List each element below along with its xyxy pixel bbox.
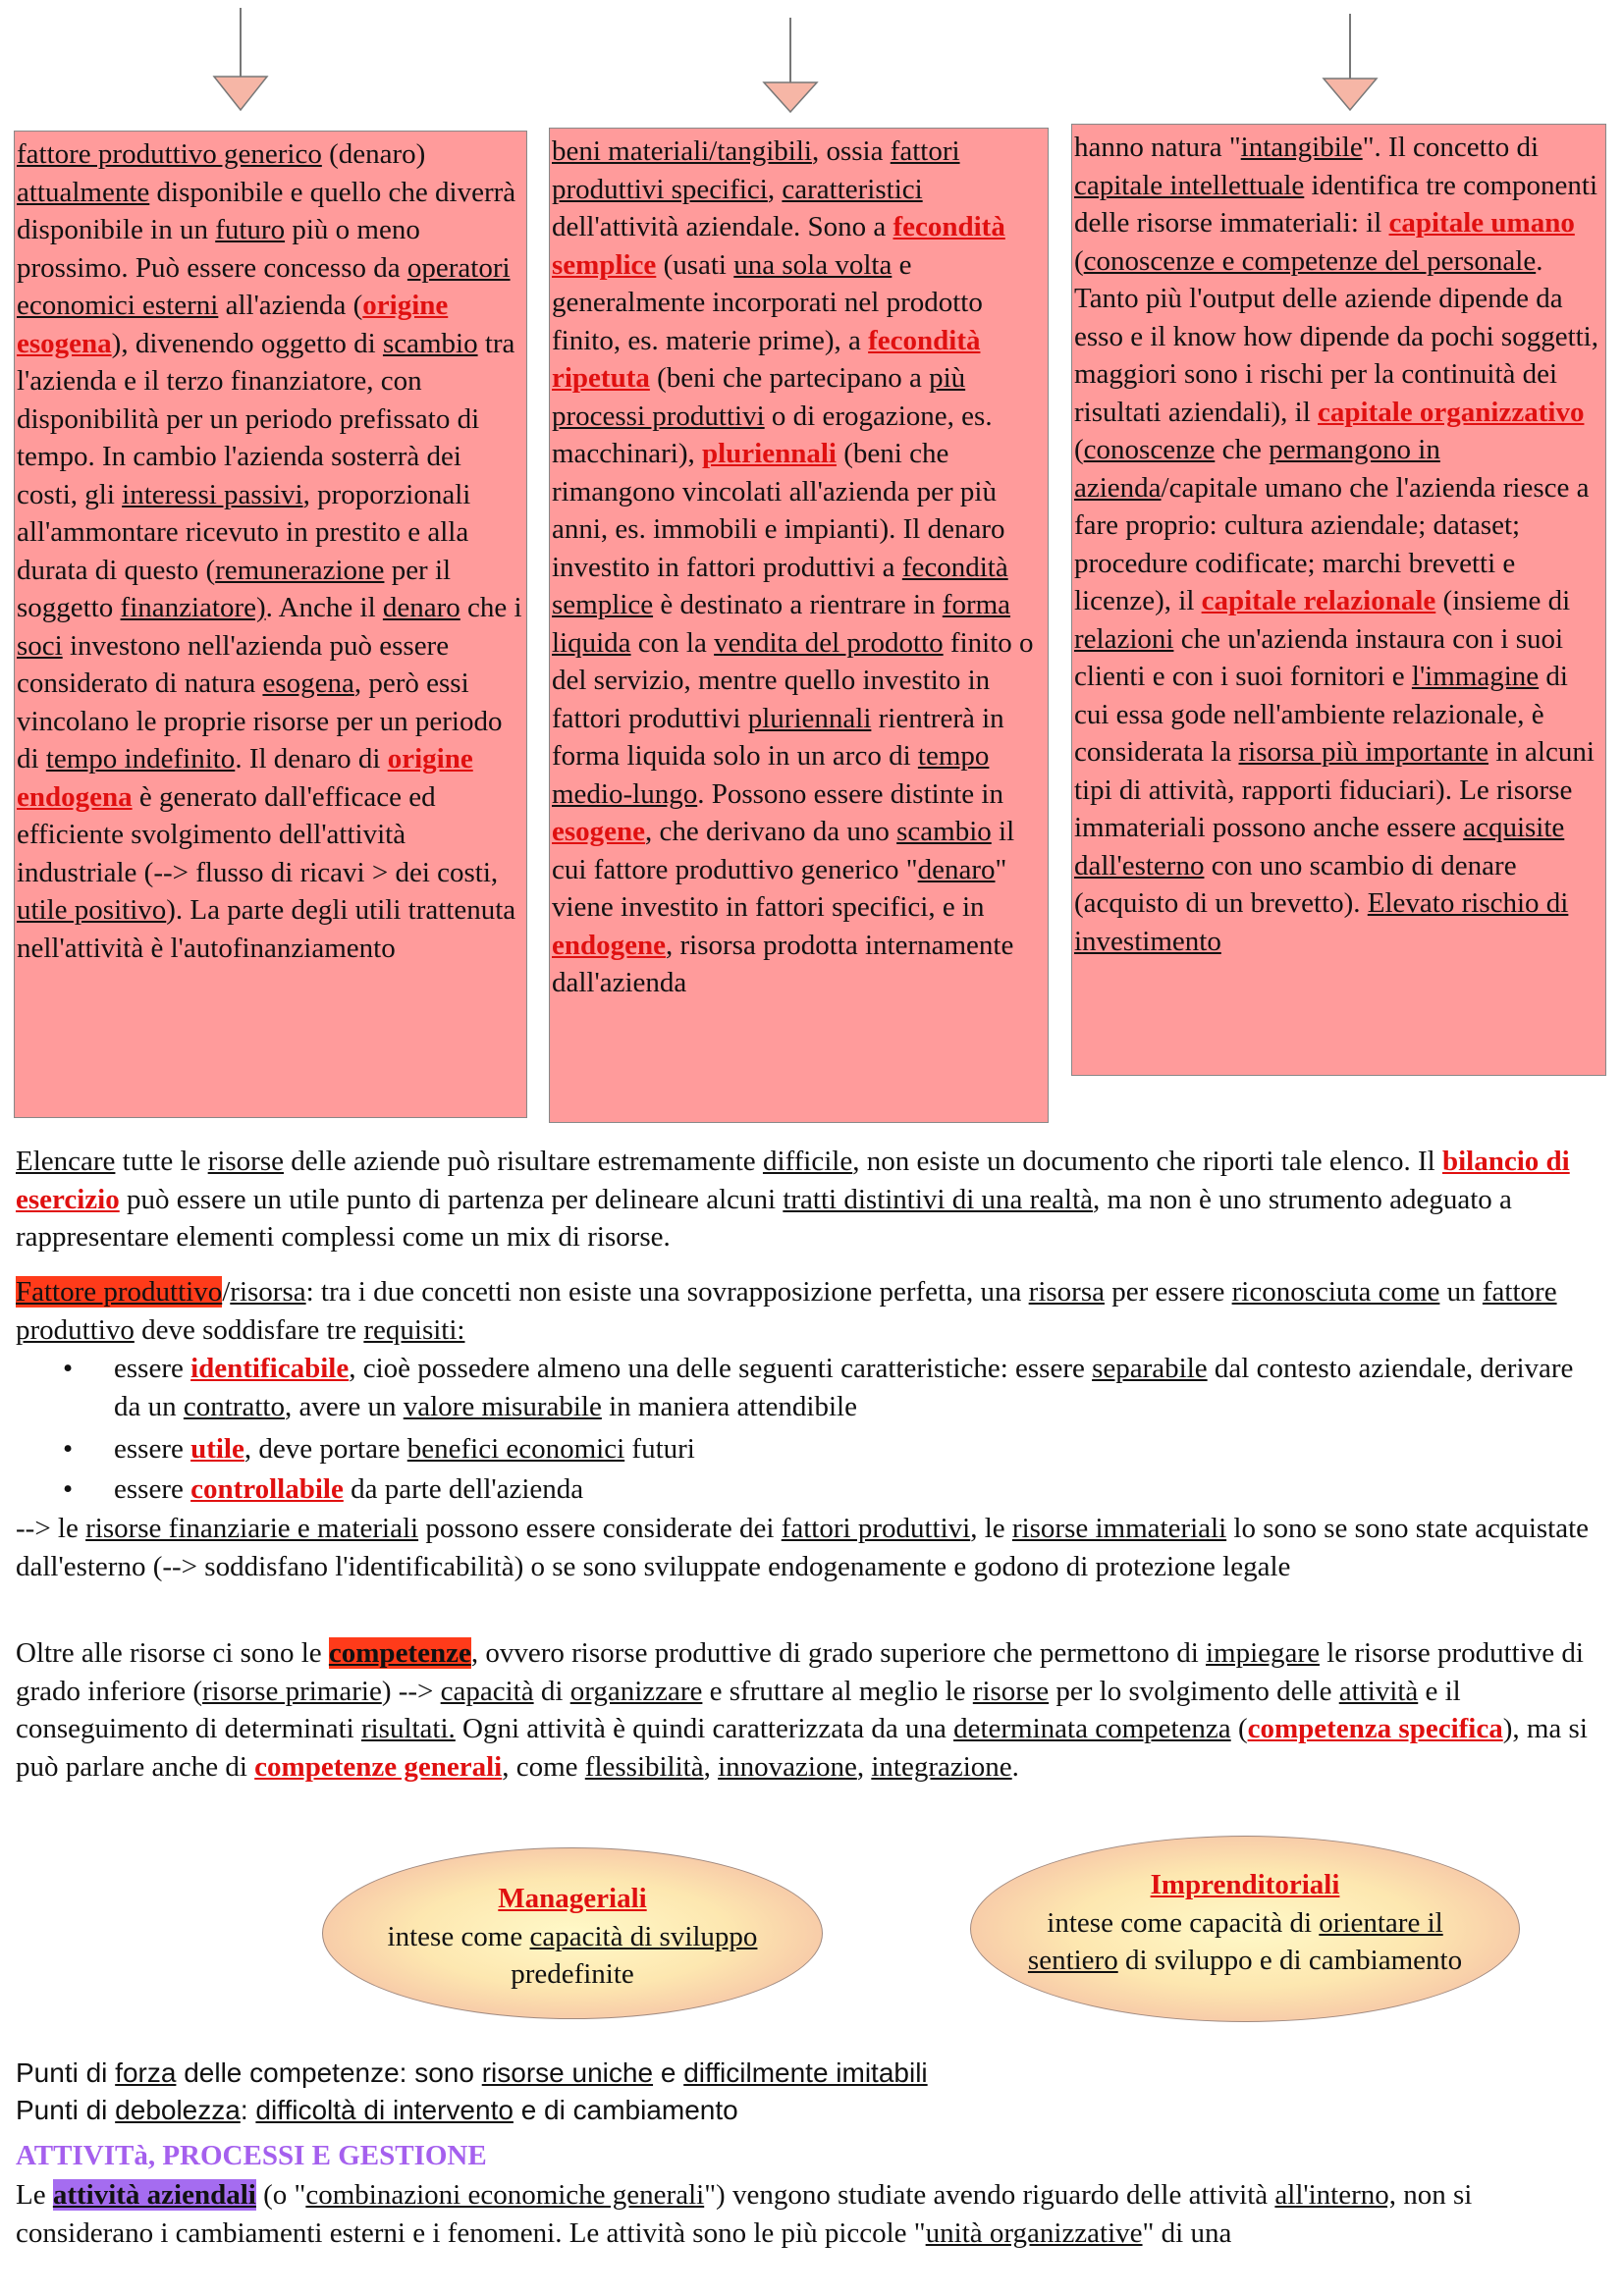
- entrepreneurial-competences-ellipse: [970, 1836, 1520, 2022]
- managerial-description: [323, 1918, 822, 1994]
- text-run: per essere: [1104, 1276, 1232, 1308]
- emphasized-term: conoscenze: [1083, 434, 1216, 465]
- entrepreneurial-description: [971, 1904, 1519, 1980]
- emphasized-term: attività: [1338, 1675, 1419, 1707]
- text-run: futuri: [624, 1433, 695, 1465]
- emphasized-term: capitale umano: [1388, 207, 1575, 239]
- text-run: /capitale umano che l'azienda riesce a fare proprio: cultura aziendale; dataset; procedure codificate; marchi brevetti e licenze), il: [1074, 471, 1590, 616]
- emphasized-term: determinata competenza: [953, 1713, 1231, 1744]
- text-run: e generalmente incorporati nel prodotto finito, es. materie prime), a: [552, 248, 983, 356]
- emphasized-term: endogene: [552, 929, 666, 961]
- text-run: di: [533, 1675, 570, 1707]
- emphasized-term: combinazioni economiche generali: [305, 2179, 705, 2211]
- competences-paragraph: [16, 1634, 1611, 1786]
- emphasized-term: risorsa: [230, 1276, 306, 1308]
- text-run: ). La parte degli utili trattenuta nell'attività è l'autofinanziamento: [17, 894, 516, 964]
- emphasized-term: orientare il sentiero: [1027, 1906, 1443, 1976]
- factors-note-paragraph: [16, 1510, 1611, 1585]
- emphasized-term: difficile: [762, 1146, 853, 1177]
- emphasized-term: tempo medio-lungo: [552, 740, 990, 810]
- text-run: , come: [502, 1750, 585, 1783]
- emphasized-term: Elevato rischio di investimento: [1074, 887, 1569, 957]
- list-item: [16, 1430, 1611, 1469]
- emphasized-term: forza: [115, 2057, 177, 2088]
- text-run: , deve portare: [243, 1433, 407, 1465]
- weaknesses-line: [16, 2092, 1611, 2130]
- emphasized-term: futuro: [215, 214, 286, 245]
- emphasized-term: esogena: [262, 667, 354, 699]
- text-run: non si considerano i cambiamenti esterni e i fenomeni. Le attività sono le più piccole ": [16, 2179, 1473, 2249]
- text-run: rientrerà in forma liquida solo in un arco di: [552, 702, 1004, 772]
- text-run: " di una: [1142, 2216, 1232, 2249]
- emphasized-term: integrazione: [871, 1750, 1012, 1783]
- text-run: con uno scambio di denare (acquisto di un brevetto).: [1074, 849, 1517, 919]
- text-run: (: [1230, 1713, 1248, 1744]
- emphasized-term: fattori produttivi specifici: [552, 135, 960, 205]
- emphasized-term: capitale relazionale: [1201, 585, 1436, 616]
- text-run: , avere un: [284, 1390, 404, 1422]
- text-run: ) -->: [381, 1675, 441, 1707]
- text-run: finito o del servizio, mentre quello investito in fattori produttivi: [552, 626, 1034, 734]
- text-run: intese come: [387, 1920, 530, 1952]
- emphasized-term: capacità di sviluppo: [529, 1920, 758, 1952]
- emphasized-term: competenze: [328, 1637, 471, 1669]
- text-run: , non esiste un documento che riporti tale elenco. Il: [852, 1146, 1442, 1177]
- emphasized-term: soci: [17, 629, 63, 662]
- text-run: può essere un utile punto di partenza per delineare alcuni: [119, 1183, 784, 1215]
- text-run: --> le: [16, 1513, 86, 1544]
- emphasized-term: difficoltà di intervento: [255, 2095, 514, 2125]
- text-run: con la: [630, 626, 715, 659]
- text-run: , le: [970, 1513, 1012, 1544]
- emphasized-term: flessibilità: [584, 1750, 704, 1783]
- emphasized-term: risorse primarie: [202, 1675, 382, 1707]
- text-run: le risorse produttive di grado inferiore (: [16, 1637, 1584, 1707]
- text-run: (beni che partecipano a: [649, 362, 930, 394]
- bullet-icon: •: [63, 1473, 74, 1505]
- text-run: all'azienda (: [218, 290, 363, 321]
- text-run: tutte le: [115, 1146, 208, 1177]
- text-run: Punti di: [16, 2057, 116, 2088]
- emphasized-term: l'immagine: [1411, 661, 1540, 692]
- text-run: intese come capacità di: [1047, 1906, 1320, 1939]
- text-run: , ma non è uno strumento adeguato a rappresentare elementi complessi come un mix di risorse.: [16, 1183, 1512, 1253]
- emphasized-term: fecondità ripetuta: [552, 324, 981, 394]
- emphasized-term: contratto: [183, 1390, 285, 1422]
- text-run: deve soddisfare tre: [134, 1313, 364, 1346]
- emphasized-term: utile: [190, 1433, 244, 1465]
- text-run: ,: [767, 173, 783, 205]
- text-run: dal contesto aziendale, derivare da un: [114, 1353, 1574, 1422]
- emphasized-term: caratteristici: [782, 173, 923, 205]
- down-arrow-icon: [206, 0, 275, 118]
- financial-resources-box: [14, 131, 527, 1118]
- emphasized-term: fattori produttivi: [781, 1513, 971, 1544]
- emphasized-term: identificabile: [190, 1353, 350, 1384]
- emphasized-term: fecondità semplice: [552, 551, 1008, 620]
- resources-paragraph: [16, 1143, 1611, 1256]
- emphasized-term: risultati.: [360, 1713, 456, 1744]
- text-run: per il soggetto: [17, 554, 452, 623]
- text-run: e di cambiamento: [513, 2095, 738, 2125]
- emphasized-term: utile positivo: [17, 894, 167, 926]
- emphasized-term: pluriennali: [701, 438, 837, 469]
- emphasized-term: origine esogena: [17, 290, 449, 359]
- text-run: , ovvero risorse produttive di grado superiore che permettono di: [470, 1637, 1206, 1669]
- text-run: il cui fattore produttivo generico ": [552, 816, 1015, 885]
- material-resources-text: [552, 133, 1046, 1002]
- text-run: ") vengono studiate avendo riguardo delle attività: [704, 2179, 1275, 2211]
- text-run: più o meno prossimo. Può essere concesso da: [17, 214, 420, 284]
- text-run: è destinato a rientrare in: [653, 589, 943, 620]
- emphasized-term: acquisite dall'esterno: [1074, 812, 1565, 881]
- emphasized-term: Fattore produttivo: [16, 1276, 223, 1308]
- emphasized-term: risorse: [207, 1146, 284, 1177]
- emphasized-term: denaro: [382, 592, 460, 623]
- list-item-text: [114, 1350, 1587, 1425]
- emphasized-term: risorse finanziarie e materiali: [85, 1513, 419, 1544]
- text-run: per lo svolgimento delle: [1049, 1675, 1339, 1707]
- list-item: [16, 1350, 1611, 1426]
- emphasized-term: scambio: [896, 816, 992, 847]
- text-run: ,: [703, 1750, 719, 1783]
- section-heading: ATTIVITà, PROCESSI E GESTIONE: [16, 2140, 487, 2171]
- text-run: , cioè possedere almeno una delle seguenti caratteristiche: essere: [349, 1353, 1093, 1384]
- emphasized-term: valore misurabile: [403, 1390, 602, 1422]
- strengths-line: [16, 2055, 1611, 2093]
- text-run: ". Il concetto di: [1362, 132, 1540, 163]
- text-run: , che derivano da uno: [645, 816, 897, 847]
- emphasized-term: difficilmente imitabili: [683, 2057, 928, 2088]
- emphasized-term: attualmente: [17, 176, 150, 208]
- text-run: (denaro): [321, 138, 426, 170]
- text-run: identifica tre componenti delle risorse immateriali: il: [1074, 169, 1598, 239]
- text-run: un: [1439, 1276, 1483, 1308]
- emphasized-term: finanziatore): [120, 592, 266, 623]
- text-run: predefinite: [511, 1958, 634, 1990]
- emphasized-term: competenza specifica: [1247, 1713, 1503, 1744]
- text-run: delle competenze: sono: [176, 2057, 482, 2088]
- list-item-text: [114, 1470, 1587, 1509]
- text-run: tra l'azienda e il terzo finanziatore, con disponibilità per un periodo prefissato di tempo. In cambio l'azienda sosterrà dei costi, gli: [17, 327, 515, 510]
- text-run: , però essi vincolano le proprie risorse per un periodo di: [17, 667, 503, 774]
- managerial-title: Manageriali: [498, 1883, 647, 1914]
- emphasized-term: scambio: [382, 327, 478, 359]
- text-run: che un'azienda instaura con i suoi clienti e con i suoi fornitori e: [1074, 622, 1564, 692]
- emphasized-term: origine endogena: [17, 743, 473, 813]
- text-run: essere: [114, 1433, 191, 1465]
- emphasized-term: capacità: [440, 1675, 534, 1707]
- emphasized-term: intangibile: [1240, 132, 1363, 163]
- immaterial-resources-box: [1071, 124, 1606, 1076]
- emphasized-term: organizzare: [569, 1675, 703, 1707]
- text-run: essere: [114, 1473, 191, 1505]
- text-run: o di erogazione, es. macchinari),: [552, 400, 993, 469]
- emphasized-term: operatori economici esterni: [17, 251, 511, 321]
- emphasized-term: controllabile: [190, 1473, 344, 1505]
- text-run: ,: [856, 1750, 872, 1783]
- list-item: [16, 1470, 1611, 1510]
- emphasized-term: risorsa più importante: [1238, 736, 1488, 768]
- text-run: disponibile e quello che diverrà disponibile in un: [17, 176, 516, 245]
- emphasized-term: interessi passivi: [122, 478, 303, 510]
- emphasized-term: debolezza: [115, 2095, 241, 2125]
- emphasized-term: impiegare: [1206, 1637, 1320, 1669]
- text-run: dell'attività aziendale. Sono a: [552, 211, 893, 242]
- emphasized-term: denaro: [917, 853, 996, 885]
- text-run: . Possono essere distinte in: [697, 777, 1003, 810]
- emphasized-term: riconosciuta come: [1231, 1276, 1440, 1308]
- emphasized-term: risorse uniche: [481, 2057, 654, 2088]
- text-run: : tra i due concetti non esiste una sovrapposizione perfetta, una: [305, 1276, 1029, 1308]
- text-run: divenendo oggetto di: [128, 327, 383, 359]
- text-run: e sfruttare al meglio le: [702, 1675, 973, 1707]
- emphasized-term: fecondità semplice: [552, 211, 1005, 281]
- text-run: (: [1074, 244, 1084, 277]
- text-run: Punti di: [16, 2095, 116, 2125]
- text-run: da parte dell'azienda: [343, 1473, 584, 1505]
- emphasized-term: attività aziendali: [52, 2179, 256, 2211]
- emphasized-term: fattore produttivo: [16, 1276, 1557, 1346]
- text-run: in alcuni tipi di attività, rapporti fiduciari). Le risorse immateriali possono anche essere: [1074, 736, 1595, 843]
- text-run: . Anche il: [265, 592, 383, 623]
- text-run: .: [1011, 1750, 1019, 1783]
- activities-paragraph: [16, 2176, 1611, 2252]
- text-run: Le: [16, 2179, 53, 2211]
- list-item-text: [114, 1430, 1587, 1468]
- emphasized-term: più processi produttivi: [552, 362, 966, 432]
- down-arrow-icon: [1316, 0, 1384, 118]
- text-run: Ogni attività è quindi caratterizzata da una: [455, 1713, 954, 1744]
- emphasized-term: una sola volta: [733, 248, 893, 281]
- emphasized-term: vendita del prodotto: [714, 626, 944, 659]
- emphasized-term: fattore produttivo generico: [17, 138, 322, 170]
- emphasized-term: risorse: [972, 1675, 1050, 1707]
- down-arrow-icon: [756, 0, 825, 118]
- text-run: e: [653, 2057, 684, 2088]
- emphasized-term: esogene: [552, 816, 646, 847]
- emphasized-term: unità organizzative: [925, 2216, 1143, 2249]
- managerial-competences-ellipse: [322, 1847, 823, 2019]
- text-run: in maniera attendibile: [601, 1390, 857, 1422]
- bullet-icon: •: [63, 1433, 74, 1465]
- text-run: , proporzionali all'ammontare ricevuto in prestito e alla durata di questo (: [17, 478, 471, 586]
- emphasized-term: benefici economici: [406, 1433, 625, 1465]
- text-run: delle aziende può risultare estremamente: [283, 1146, 763, 1177]
- text-run: di sviluppo e di cambiamento: [1117, 1945, 1463, 1976]
- text-run: (insieme di: [1435, 585, 1571, 616]
- text-run: , risorsa prodotta internamente dall'azienda: [552, 929, 1014, 998]
- text-run: (beni che rimangono vincolati all'azienda per più anni, es. immobili e impianti). Il denaro investito in fattori produttivi a: [552, 438, 1005, 583]
- text-run: hanno natura ": [1074, 132, 1241, 163]
- emphasized-term: requisiti:: [363, 1313, 465, 1346]
- text-run: . Il denaro di: [235, 743, 388, 774]
- emphasized-term: beni materiali/tangibili: [552, 135, 812, 167]
- text-run: (usati: [656, 248, 734, 281]
- emphasized-term: tratti distintivi di una realtà: [783, 1183, 1094, 1215]
- emphasized-term: conoscenze e competenze del personale: [1083, 244, 1537, 277]
- text-run: (: [1074, 434, 1084, 465]
- emphasized-term: capitale organizzativo: [1318, 396, 1585, 428]
- emphasized-term: capitale intellettuale: [1074, 169, 1305, 201]
- emphasized-term: permangono in azienda: [1074, 434, 1440, 504]
- emphasized-term: tempo indefinito: [45, 743, 236, 774]
- text-run: . Tanto più l'output delle aziende dipende da esso e il know how dipende da pochi soggetti, maggiori sono i rischi per la continuità dei risultati aziendali), il: [1074, 244, 1598, 428]
- text-run: ), ma si può parlare anche di: [16, 1713, 1588, 1783]
- text-run: :: [240, 2095, 256, 2125]
- text-run: e il conseguimento di determinati: [16, 1675, 1461, 1744]
- text-run: investono nell'azienda può essere considerato di natura: [17, 629, 450, 699]
- emphasized-term: forma liquida: [552, 589, 1011, 659]
- bullet-icon: •: [63, 1353, 74, 1384]
- text-run: " viene investito in fattori specifici, e in: [552, 853, 1007, 923]
- text-run: di cui essa gode nell'ambiente relazionale, è considerata la: [1074, 661, 1568, 768]
- text-run: che i: [460, 592, 522, 623]
- emphasized-term: bilancio di esercizio: [16, 1146, 1570, 1215]
- emphasized-term: ),: [111, 327, 129, 359]
- text-run: , ossia: [811, 135, 891, 167]
- text-run: Oltre alle risorse ci sono le: [16, 1637, 329, 1669]
- factor-resource-paragraph: [16, 1273, 1611, 1349]
- emphasized-term: separabile: [1092, 1353, 1208, 1384]
- text-run: lo sono se sono state acquistate dall'esterno (--> soddisfano l'identificabilità) o se sono sviluppate endogenamente e godono di protezione legale: [16, 1513, 1590, 1582]
- emphasized-term: risorse immateriali: [1011, 1513, 1227, 1544]
- emphasized-term: innovazione: [718, 1750, 857, 1783]
- emphasized-term: Elencare: [16, 1146, 116, 1177]
- emphasized-term: all'interno,: [1274, 2179, 1397, 2211]
- emphasized-term: remunerazione: [215, 554, 385, 586]
- text-run: che: [1215, 434, 1270, 465]
- emphasized-term: competenze generali: [254, 1750, 503, 1783]
- text-run: /: [222, 1276, 231, 1308]
- text-run: (o ": [255, 2179, 306, 2211]
- immaterial-resources-text: [1074, 129, 1603, 960]
- text-run: possono essere considerate dei: [418, 1513, 782, 1544]
- emphasized-term: pluriennali: [747, 702, 872, 734]
- emphasized-term: risorsa: [1028, 1276, 1105, 1308]
- material-resources-box: [549, 128, 1049, 1123]
- emphasized-term: relazioni: [1074, 622, 1174, 655]
- text-run: essere: [114, 1353, 191, 1384]
- text-run: è generato dall'efficace ed efficiente svolgimento dell'attività industriale (--> flusso di ricavi > dei costi,: [17, 780, 499, 888]
- entrepreneurial-title: Imprenditoriali: [1150, 1869, 1340, 1900]
- financial-resources-text: [17, 135, 524, 967]
